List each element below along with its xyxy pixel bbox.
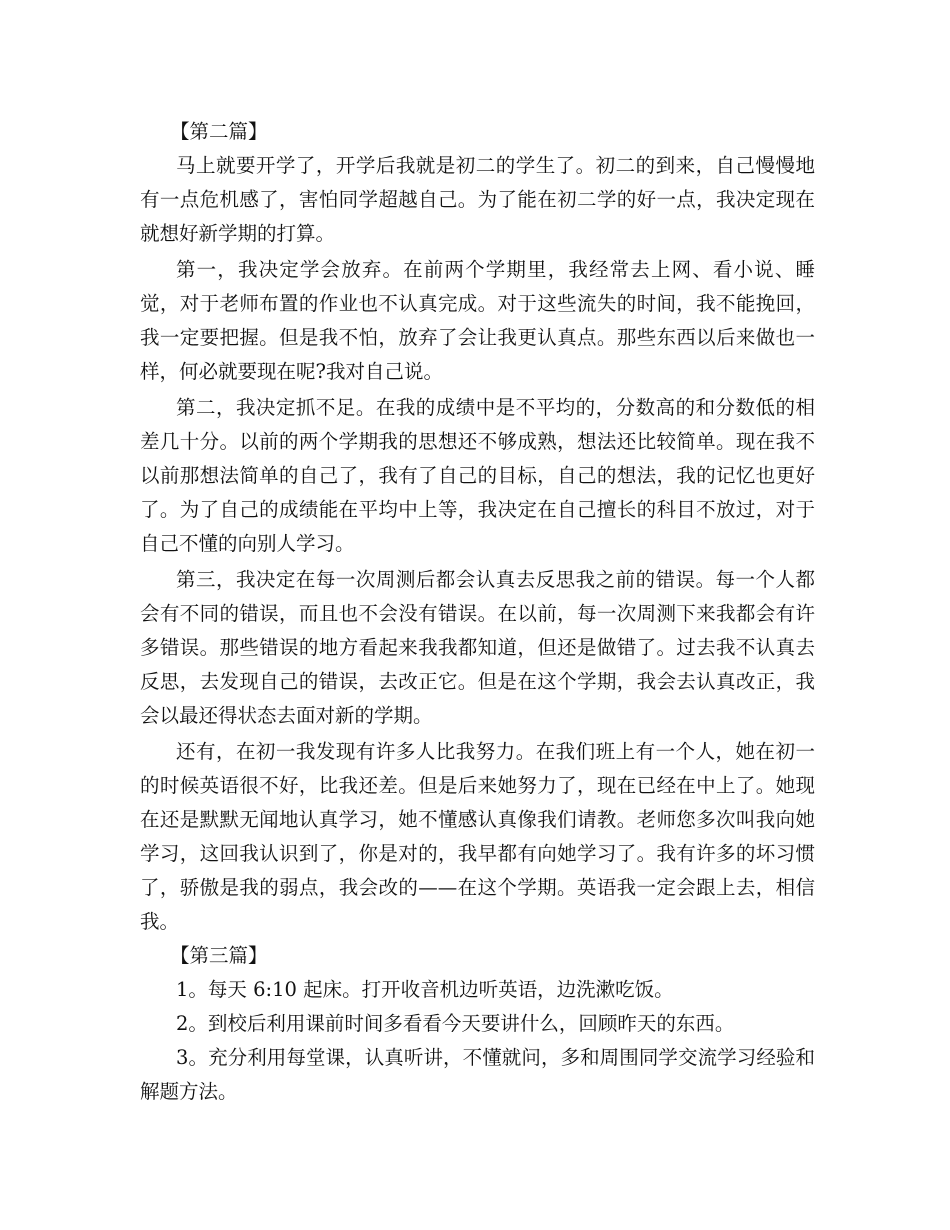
paragraph-first: 第一，我决定学会放弃。在前两个学期里，我经常去上网、看小说、睡觉，对于老师布置的作业也不认真完成。对于这些流失的时间，我不能挽回，我一定要把握。但是我不怕，放弃了会让我更认真点。那些东西以后来做也一样，何必就要现在呢?我对自己说。: [140, 258, 815, 383]
section-heading-2: 【第二篇】: [170, 120, 268, 143]
list-item-2: 2。到校后利用课前时间多看看今天要讲什么，回顾昨天的东西。: [176, 1012, 735, 1035]
paragraph-second: 第二，我决定抓不足。在我的成绩中是不平均的，分数高的和分数低的相差几十分。以前的两个学期我的思想还不够成熟，想法还比较简单。现在我不以前那想法简单的自己了，我有了自己的目标，自己的想法，我的记忆也更好了。为了自己的成绩能在平均中上等，我决定在自己擅长的科目不放过，对于自己不懂的向别人学习。: [140, 396, 815, 555]
list-item-1: 1。每天 6:10 起床。打开收音机边听英语，边洗漱吃饭。: [176, 978, 674, 1001]
paragraph-intro: 马上就要开学了，开学后我就是初二的学生了。初二的到来，自己慢慢地有一点危机感了，害怕同学超越自己。为了能在初二学的好一点，我决定现在就想好新学期的打算。: [140, 154, 815, 245]
section-heading-3: 【第三篇】: [170, 944, 268, 967]
paragraph-third: 第三，我决定在每一次周测后都会认真去反思我之前的错误。每一个人都会有不同的错误，而且也不会没有错误。在以前，每一次周测下来我都会有许多错误。那些错误的地方看起来我我都知道，但还是做错了。过去我不认真去反思，去发现自己的错误，去改正它。但是在这个学期，我会去认真改正，我会以最还得状态去面对新的学期。: [140, 568, 815, 727]
document-body: [140, 115, 815, 1109]
paragraph-also: 还有，在初一我发现有许多人比我努力。在我们班上有一个人，她在初一的时候英语很不好，比我还差。但是后来她努力了，现在已经在中上了。她现在还是默默无闻地认真学习，她不懂感认真像我们请教。老师您多次叫我向她学习，这回我认识到了，你是对的，我早都有向她学习了。我有许多的坏习惯了，骄傲是我的弱点，我会改的——在这个学期。英语我一定会跟上去，相信我。: [140, 740, 815, 933]
list-item-3: 3。充分利用每堂课，认真听讲，不懂就问，多和周围同学交流学习经验和解题方法。: [140, 1046, 815, 1103]
